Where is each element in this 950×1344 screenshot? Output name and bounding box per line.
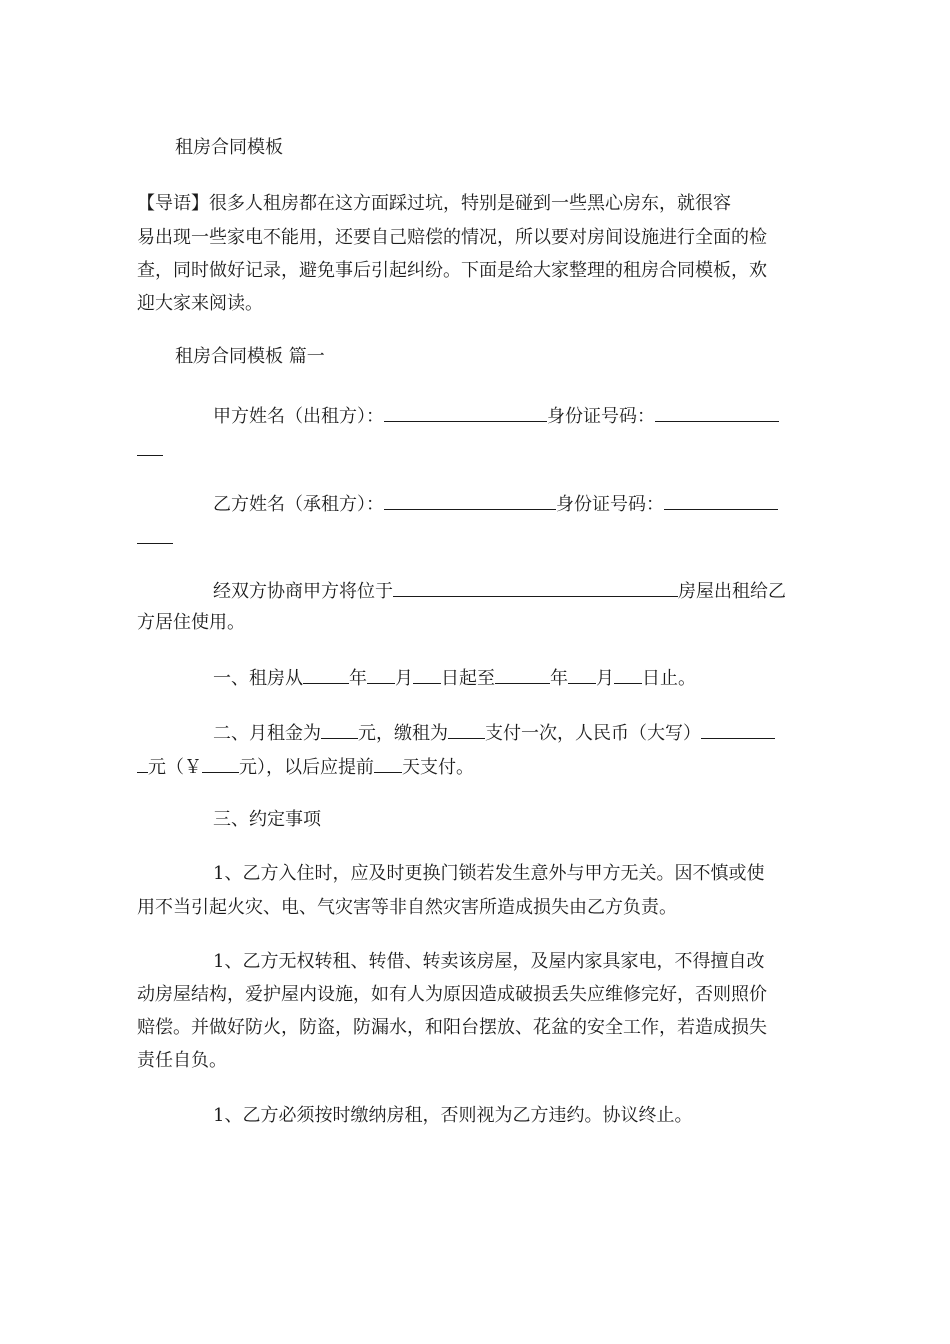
intro-line-3: 查，同时做好记录，避免事后引起纠纷。下面是给大家整理的租房合同模板，欢 <box>137 260 767 281</box>
item-2-line-2: 动房屋结构，爱护屋内设施，如有人为原因造成破损丢失应维修完好，否则照价 <box>137 984 767 1005</box>
agreement-line-2: 方居住使用。 <box>137 612 245 633</box>
clause-1-year-2: 年 <box>550 668 568 689</box>
rent-blank <box>321 720 358 739</box>
item-1-line-2: 用不当引起火灾、电、气灾害等非自然灾害所造成损失由乙方负责。 <box>137 897 677 918</box>
clause-1-text: 一、租房从 <box>213 668 303 689</box>
clause-1-row <box>213 665 696 691</box>
document-title: 租房合同模板 <box>175 137 283 158</box>
rmb-number-blank <box>202 754 239 773</box>
end-month-blank <box>568 665 596 684</box>
item-1-line-1: 1、乙方入住时，应及时更换门锁若发生意外与甲方无关。因不慎或使 <box>213 863 765 884</box>
end-day-blank <box>614 665 642 684</box>
item-2-line-4: 责任自负。 <box>137 1050 227 1071</box>
end-year-blank <box>495 665 550 684</box>
clause-2-text: 二、月租金为 <box>213 723 321 744</box>
payment-period-blank <box>448 720 485 739</box>
agreement-suffix: 房屋出租给乙 <box>678 581 786 602</box>
clause-1-year: 年 <box>349 668 367 689</box>
clause-1-month-2: 月 <box>596 668 614 689</box>
intro-line-2: 易出现一些家电不能用，还要自己赔偿的情况，所以要对房间设施进行全面的检 <box>137 227 767 248</box>
start-day-blank <box>413 665 441 684</box>
item-2-line-3: 赔偿。并做好防火，防盗，防漏水，和阳台摆放、花盆的安全工作，若造成损失 <box>137 1017 767 1038</box>
section-heading: 租房合同模板 篇一 <box>175 346 325 367</box>
party-a-row <box>213 403 779 429</box>
clause-2-row-2 <box>137 754 474 780</box>
agreement-row <box>213 578 786 604</box>
clause-2-rmb: 支付一次，人民币（大写） <box>485 723 701 744</box>
clause-3-heading: 三、约定事项 <box>213 809 321 830</box>
intro-line-4: 迎大家来阅读。 <box>137 293 263 314</box>
rmb-uppercase-blank <box>701 720 775 739</box>
party-b-id-label: 身份证号码： <box>556 494 664 515</box>
party-b-id-blank <box>664 491 778 510</box>
party-a-name-blank <box>384 403 547 422</box>
intro-text: 【导语】很多人租房都在这方面踩过坑，特别是碰到一些黑心房东，就很容 <box>137 193 731 214</box>
item-2-line-1: 1、乙方无权转租、转借、转卖该房屋，及屋内家具家电，不得擅自改 <box>213 951 765 972</box>
item-3-line-1: 1、乙方必须按时缴纳房租，否则视为乙方违约。协议终止。 <box>213 1105 693 1126</box>
party-b-id-blank-cont <box>137 525 173 544</box>
clause-2-yuan: 元，缴租为 <box>358 723 448 744</box>
agreement-prefix: 经双方协商甲方将位于 <box>213 581 393 602</box>
intro-line-1 <box>137 192 807 216</box>
start-year-blank <box>303 665 349 684</box>
party-a-id-label: 身份证号码： <box>547 406 655 427</box>
clause-2-days: 天支付。 <box>402 757 474 778</box>
clause-2-row <box>213 720 775 746</box>
party-a-row-cont <box>137 437 163 463</box>
party-a-label: 甲方姓名（出租方）： <box>213 406 384 427</box>
clause-1-month: 月 <box>395 668 413 689</box>
party-a-id-blank-cont <box>137 437 163 456</box>
party-b-row-cont <box>137 525 173 551</box>
advance-days-blank <box>374 754 402 773</box>
clause-2-yen: 元（￥ <box>148 757 202 778</box>
rmb-uppercase-blank-cont <box>137 754 148 773</box>
party-b-row <box>213 491 778 517</box>
party-b-name-blank <box>384 491 556 510</box>
start-month-blank <box>367 665 395 684</box>
party-b-label: 乙方姓名（承租方）： <box>213 494 384 515</box>
clause-1-end: 日止。 <box>642 668 696 689</box>
party-a-id-blank <box>655 403 779 422</box>
address-blank <box>393 578 678 597</box>
clause-2-advance: 元），以后应提前 <box>239 757 374 778</box>
clause-1-until: 日起至 <box>441 668 495 689</box>
